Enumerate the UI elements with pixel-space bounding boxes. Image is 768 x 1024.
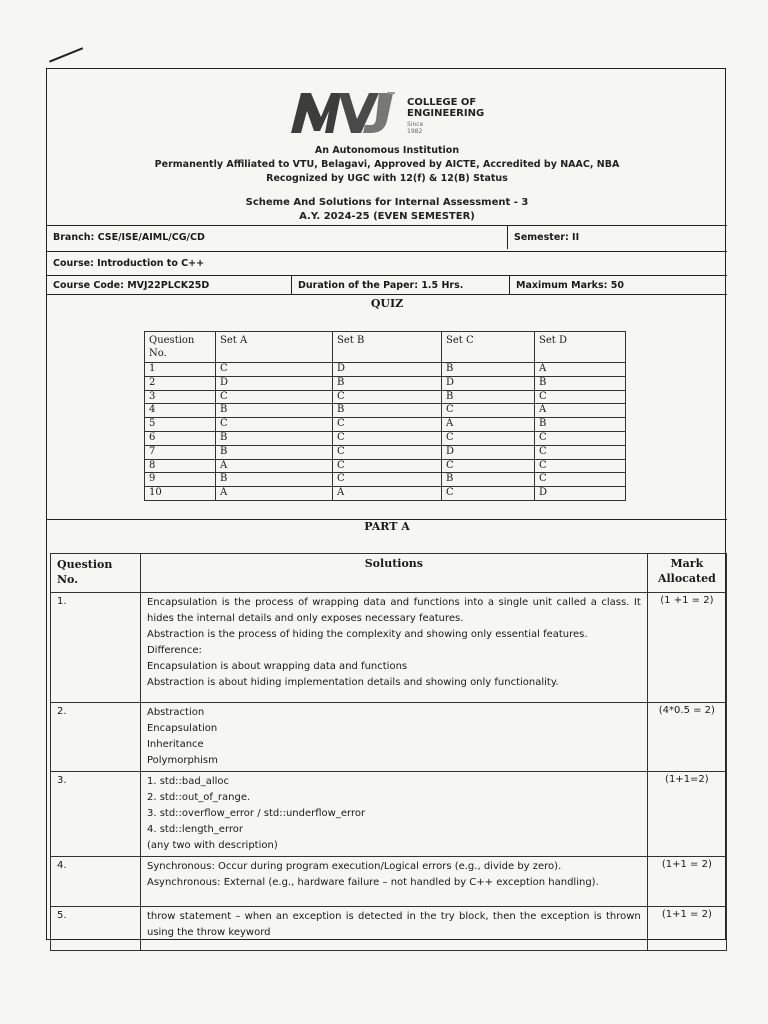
semester-field: Semester: II bbox=[507, 226, 727, 249]
part-a-row bbox=[51, 907, 727, 951]
solution-line: (any two with description) bbox=[146, 840, 278, 851]
solution-text bbox=[140, 703, 647, 772]
course-field: Course: Introduction to C++ bbox=[53, 258, 205, 269]
solution-line: Synchronous: Occur during program execution/Logical errors (e.g., divide by zero). bbox=[146, 861, 562, 872]
quiz-cell: 6 bbox=[145, 431, 216, 445]
quiz-cell: C bbox=[442, 459, 535, 473]
quiz-cell: C bbox=[333, 473, 442, 487]
solution-line: Encapsulation bbox=[146, 723, 218, 734]
quiz-cell: C bbox=[333, 459, 442, 473]
solution-line: Abstraction is about hiding implementation details and showing only functionality. bbox=[146, 677, 559, 688]
question-number: 5. bbox=[51, 907, 141, 951]
quiz-header-set-c: Set C bbox=[442, 332, 535, 363]
quiz-cell: C bbox=[333, 431, 442, 445]
quiz-row bbox=[145, 487, 626, 501]
quiz-cell: D bbox=[333, 363, 442, 377]
quiz-cell: C bbox=[535, 445, 626, 459]
quiz-row bbox=[145, 363, 626, 377]
mark-allocated: (1 +1 = 2) bbox=[647, 593, 726, 703]
solution-line: Difference: bbox=[146, 645, 202, 656]
mark-allocated: (1+1 = 2) bbox=[647, 857, 726, 907]
quiz-cell: 1 bbox=[145, 363, 216, 377]
quiz-cell: A bbox=[216, 487, 333, 501]
quiz-cell: C bbox=[535, 431, 626, 445]
quiz-row bbox=[145, 431, 626, 445]
quiz-row bbox=[145, 459, 626, 473]
course-code-field: Course Code: MVJ22PLCK25D bbox=[53, 280, 210, 291]
info-row-branch bbox=[47, 225, 727, 249]
solution-text bbox=[140, 593, 647, 703]
quiz-cell: 3 bbox=[145, 390, 216, 404]
quiz-row bbox=[145, 390, 626, 404]
quiz-title: QUIZ bbox=[370, 297, 404, 310]
quiz-cell: B bbox=[442, 363, 535, 377]
quiz-cell: C bbox=[442, 487, 535, 501]
quiz-cell: B bbox=[216, 404, 333, 418]
solution-line: 1. std::bad_alloc bbox=[146, 776, 230, 787]
document-title: Scheme And Solutions for Internal Assessment - 3 bbox=[245, 197, 529, 208]
quiz-answer-table bbox=[144, 331, 626, 501]
quiz-cell: 9 bbox=[145, 473, 216, 487]
quiz-cell: A bbox=[442, 418, 535, 432]
part-a-title: PART A bbox=[364, 520, 410, 533]
logo-since: Since 1982 bbox=[407, 121, 424, 135]
mark-allocated: (4*0.5 = 2) bbox=[647, 703, 726, 772]
quiz-cell: A bbox=[535, 404, 626, 418]
part-a-header-marks: Mark Allocated bbox=[647, 554, 726, 593]
solution-line: 4. std::length_error bbox=[146, 824, 244, 835]
quiz-cell: 5 bbox=[145, 418, 216, 432]
quiz-cell: A bbox=[333, 487, 442, 501]
quiz-cell: A bbox=[535, 363, 626, 377]
quiz-cell: D bbox=[216, 376, 333, 390]
quiz-cell: B bbox=[333, 376, 442, 390]
institution-status: An Autonomous Institution bbox=[314, 145, 460, 156]
academic-year: A.Y. 2024-25 (EVEN SEMESTER) bbox=[299, 211, 475, 222]
quiz-cell: 7 bbox=[145, 445, 216, 459]
solution-line: Inheritance bbox=[146, 739, 204, 750]
part-a-row bbox=[51, 857, 727, 907]
part-a-table bbox=[50, 553, 727, 951]
document-sheet bbox=[46, 68, 726, 940]
quiz-cell: C bbox=[535, 459, 626, 473]
quiz-header-question: Question No. bbox=[145, 332, 216, 363]
quiz-cell: B bbox=[333, 404, 442, 418]
solution-line: Abstraction bbox=[146, 707, 205, 718]
solution-text bbox=[140, 857, 647, 907]
part-a-header-solutions: Solutions bbox=[140, 554, 647, 593]
solution-text bbox=[140, 772, 647, 857]
quiz-cell: C bbox=[535, 473, 626, 487]
quiz-cell: C bbox=[535, 390, 626, 404]
quiz-header-set-b: Set B bbox=[333, 332, 442, 363]
quiz-cell: C bbox=[442, 431, 535, 445]
quiz-cell: 2 bbox=[145, 376, 216, 390]
solution-line: Encapsulation is the process of wrapping data and functions into a single unit called a class. It hides the internal details and only exposes necessary features. bbox=[146, 597, 641, 624]
branch-field: Branch: CSE/ISE/AIML/CG/CD bbox=[53, 232, 205, 243]
max-marks-field: Maximum Marks: 50 bbox=[509, 276, 727, 294]
quiz-cell: D bbox=[442, 376, 535, 390]
part-a-row bbox=[51, 772, 727, 857]
affiliation-line: Permanently Affiliated to VTU, Belagavi, Approved by AICTE, Accredited by NAAC, NBA bbox=[154, 159, 620, 170]
part-a-header-question: Question No. bbox=[51, 554, 141, 593]
logo-wordmark: COLLEGE OF ENGINEERING bbox=[407, 97, 485, 119]
question-number: 3. bbox=[51, 772, 141, 857]
quiz-header-set-a: Set A bbox=[216, 332, 333, 363]
solution-text bbox=[140, 907, 647, 951]
solution-line: 3. std::overflow_error / std::underflow_error bbox=[146, 808, 366, 819]
question-number: 1. bbox=[51, 593, 141, 703]
quiz-cell: C bbox=[333, 418, 442, 432]
quiz-cell: C bbox=[216, 390, 333, 404]
question-number: 4. bbox=[51, 857, 141, 907]
part-a-row bbox=[51, 593, 727, 703]
solution-line: throw statement – when an exception is detected in the try block, then the exception is thrown using the throw keyword bbox=[146, 911, 641, 938]
quiz-cell: B bbox=[535, 376, 626, 390]
solution-line: Polymorphism bbox=[146, 755, 218, 766]
quiz-cell: 10 bbox=[145, 487, 216, 501]
quiz-row bbox=[145, 473, 626, 487]
recognition-line: Recognized by UGC with 12(f) & 12(B) Status bbox=[266, 173, 508, 184]
quiz-cell: B bbox=[442, 473, 535, 487]
mark-allocated: (1+1=2) bbox=[647, 772, 726, 857]
quiz-cell: C bbox=[216, 418, 333, 432]
duration-field: Duration of the Paper: 1.5 Hrs. bbox=[291, 276, 509, 294]
quiz-cell: B bbox=[216, 445, 333, 459]
question-number: 2. bbox=[51, 703, 141, 772]
quiz-cell: B bbox=[216, 473, 333, 487]
quiz-header-set-d: Set D bbox=[535, 332, 626, 363]
quiz-cell: C bbox=[333, 445, 442, 459]
quiz-cell: C bbox=[442, 404, 535, 418]
quiz-cell: D bbox=[535, 487, 626, 501]
part-a-row bbox=[51, 703, 727, 772]
solution-line: 2. std::out_of_range. bbox=[146, 792, 251, 803]
mvj-logo-icon bbox=[287, 87, 405, 137]
quiz-row bbox=[145, 376, 626, 390]
solution-line: Asynchronous: External (e.g., hardware failure – not handled by C++ exception handling). bbox=[146, 877, 599, 888]
info-row-code bbox=[47, 275, 727, 295]
mark-allocated: (1+1 = 2) bbox=[647, 907, 726, 951]
quiz-cell: D bbox=[442, 445, 535, 459]
quiz-cell: A bbox=[216, 459, 333, 473]
quiz-row bbox=[145, 404, 626, 418]
quiz-cell: B bbox=[216, 431, 333, 445]
quiz-cell: C bbox=[333, 390, 442, 404]
quiz-cell: B bbox=[442, 390, 535, 404]
quiz-cell: 8 bbox=[145, 459, 216, 473]
quiz-cell: C bbox=[216, 363, 333, 377]
quiz-row bbox=[145, 445, 626, 459]
pen-mark bbox=[49, 47, 83, 62]
quiz-row bbox=[145, 418, 626, 432]
info-row-course bbox=[47, 251, 727, 273]
solution-line: Abstraction is the process of hiding the complexity and showing only essential features. bbox=[146, 629, 588, 640]
quiz-cell: 4 bbox=[145, 404, 216, 418]
solution-line: Encapsulation is about wrapping data and functions bbox=[146, 661, 408, 672]
quiz-cell: B bbox=[535, 418, 626, 432]
